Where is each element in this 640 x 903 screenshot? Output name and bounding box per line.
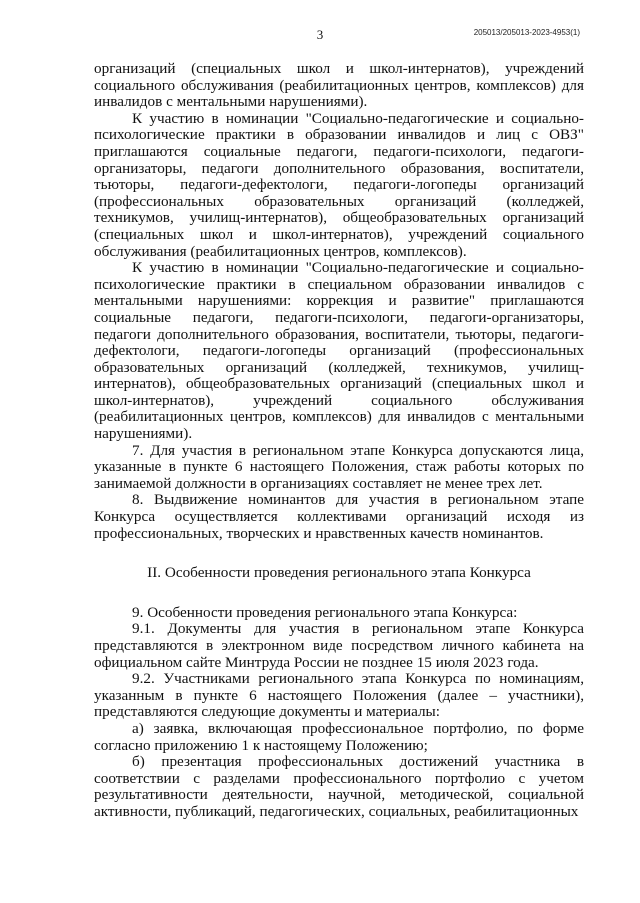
paragraph-item-8: 8. Выдвижение номинантов для участия в региональном этапе Конкурса осуществляется коллективами организаций исходя из профессиональных, творческих и нравственных качеств номинантов.	[94, 491, 584, 542]
paragraph-nomination-ovz: К участию в номинации "Социально-педагогические и социально-психологические практики в образовании инвалидов и лиц с ОВЗ" приглашаются социальные педагоги, педагоги-психологи, педагоги-организаторы, педагоги дополнительного образования, воспитатели, тьюторы, педагоги-дефектологи, педагоги-логопеды организаций (профессиональных образовательных организаций (колледжей, техникумов, училищ-интернатов), общеобразовательных организаций (специальных школ и школ-интернатов), учреждений социального обслуживания (реабилитационных центров, комплексов).	[94, 109, 584, 260]
paragraph-item-9-2: 9.2. Участниками регионального этапа Конкурса по номинациям, указанным в пункте 6 настоящего Положения (далее – участники), представляются следующие документы и материалы:	[94, 670, 584, 721]
paragraph-nomination-mental: К участию в номинации "Социально-педагогические и социально-психологические практики в специальном образовании инвалидов с ментальными нарушениями: коррекция и развитие" приглашаются социальные педагоги, педагоги-психологи, педагоги-организаторы, педагоги дополнительного образования, воспитатели, тьюторы, педагоги-дефектологи, педагоги-логопеды организаций (профессиональных образовательных организаций (колледжей, техникумов, училищ-интернатов), общеобразовательных организаций (специальных школ и школ-интернатов), учреждений социального обслуживания (реабилитационных центров, комплексов) для инвалидов с ментальными нарушениями).	[94, 259, 584, 443]
page-number: 3	[316, 27, 324, 42]
paragraph-continuation: организаций (специальных школ и школ-интернатов), учреждений социального обслуживания (реабилитационных центров, комплексов) для инвалидов с ментальными нарушениями).	[94, 60, 584, 111]
paragraph-subitem-b: б) презентация профессиональных достижений участника в соответствии с разделами профессионального портфолио с учетом результативности деятельности, научной, методической, социальной активности, публикаций, педагогических, социальных, реабилитационных	[94, 753, 584, 820]
document-body	[94, 61, 584, 821]
paragraph-item-9-1: 9.1. Документы для участия в региональном этапе Конкурса представляются в электронном виде посредством личного кабинета на официальном сайте Минтруда России не позднее 15 июля 2023 года.	[94, 620, 584, 671]
section-heading: II. Особенности проведения регионального этапа Конкурса	[147, 564, 531, 582]
document-id: 205013/205013-2023-4953(1)	[473, 28, 580, 37]
paragraph-subitem-a: а) заявка, включающая профессиональное портфолио, по форме согласно приложению 1 к настоящему Положению;	[94, 719, 584, 754]
paragraph-item-7: 7. Для участия в региональном этапе Конкурса допускаются лица, указанные в пункте 6 настоящего Положения, стаж работы которых по занимаемой должности в организациях составляет не менее трех лет.	[94, 441, 584, 492]
paragraph-item-9: 9. Особенности проведения регионального этапа Конкурса:	[132, 603, 518, 621]
